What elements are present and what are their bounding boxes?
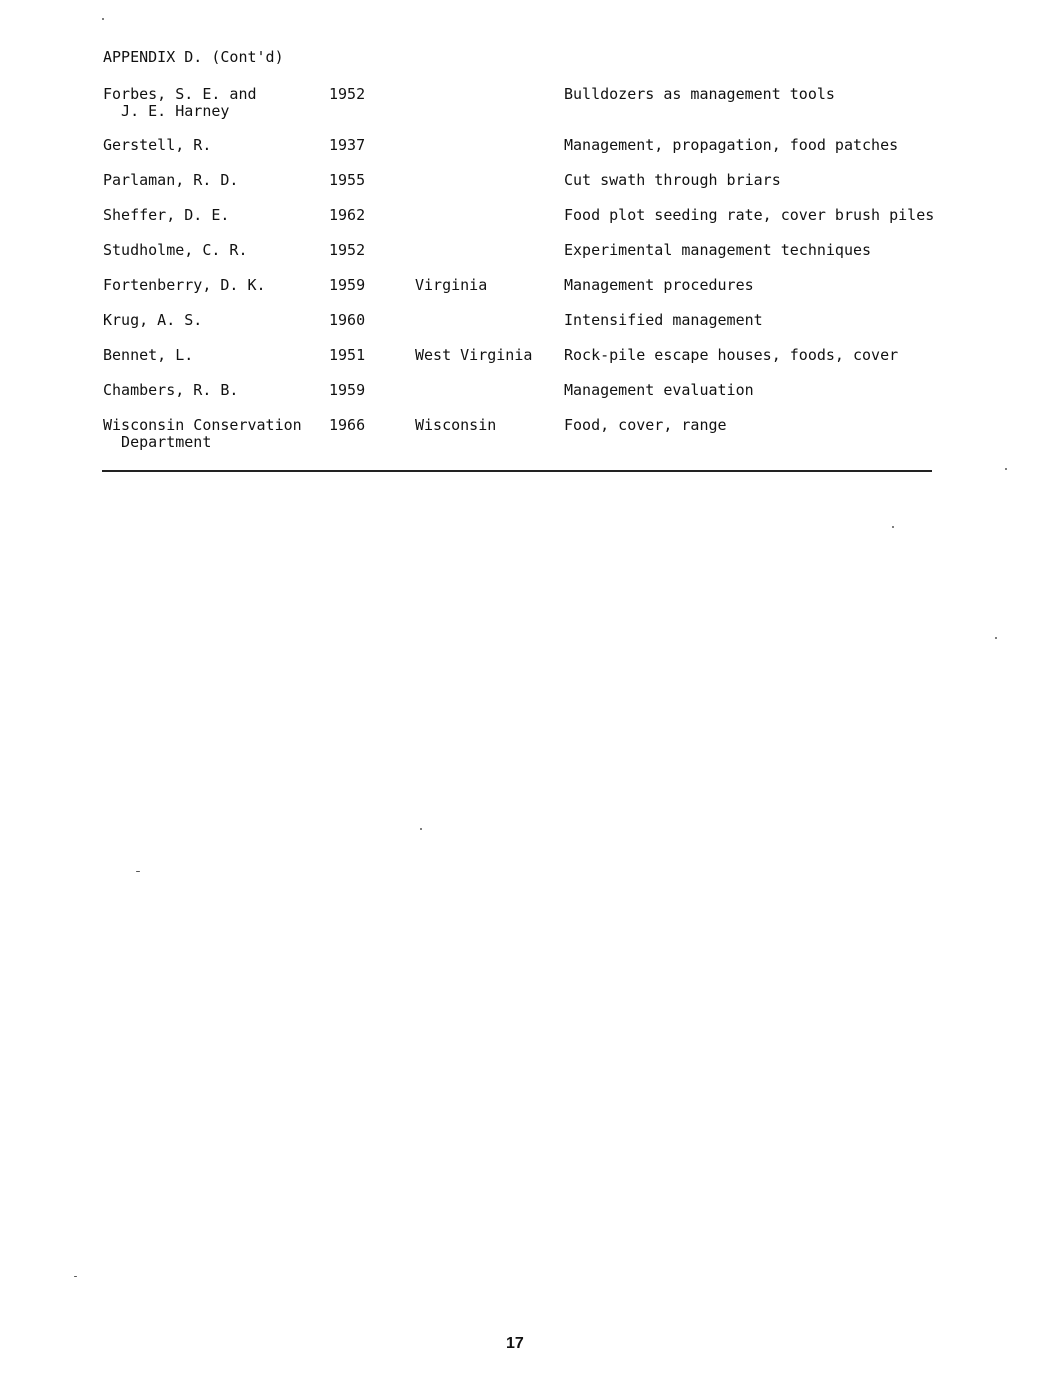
topic-cell: Management evaluation: [564, 381, 754, 399]
table-row: [103, 312, 933, 347]
topic-cell: Bulldozers as management tools: [564, 85, 835, 103]
author-cell: Gerstell, R.: [103, 136, 212, 154]
scan-speck: [892, 526, 894, 528]
page-number: 17: [506, 1335, 524, 1352]
author-cell: Studholme, C. R.: [103, 241, 248, 259]
year-cell: 1955: [329, 171, 366, 189]
topic-cell: Management, propagation, food patches: [564, 136, 899, 154]
topic-cell: Food plot seeding rate, cover brush piles: [564, 206, 935, 224]
scan-speck: [1005, 468, 1007, 470]
year-cell: 1960: [329, 311, 366, 329]
year-cell: 1959: [329, 276, 366, 294]
scan-speck: [420, 828, 422, 830]
table-row: [103, 137, 933, 172]
author-cell: Bennet, L.: [103, 346, 194, 364]
year-cell: 1952: [329, 241, 366, 259]
year-cell: 1951: [329, 346, 366, 364]
author-cell: Forbes, S. E. and J. E. Harney: [103, 85, 257, 120]
scan-speck: [995, 637, 997, 639]
table-row: [103, 382, 933, 417]
year-cell: 1952: [329, 85, 366, 103]
author-cell: Krug, A. S.: [103, 311, 203, 329]
year-cell: 1966: [329, 416, 366, 434]
scan-speck: [74, 1276, 77, 1277]
topic-cell: Experimental management techniques: [564, 241, 872, 259]
appendix-heading: APPENDIX D. (Cont'd): [103, 48, 284, 66]
year-cell: 1937: [329, 136, 366, 154]
table-row: [103, 86, 933, 137]
reference-table: [103, 86, 933, 457]
state-cell: West Virginia: [415, 346, 533, 364]
author-cell: Chambers, R. B.: [103, 381, 239, 399]
author-cell: Parlaman, R. D.: [103, 171, 239, 189]
scan-speck: [102, 18, 104, 20]
topic-cell: Cut swath through briars: [564, 171, 781, 189]
table-row: [103, 417, 933, 457]
topic-cell: Rock-pile escape houses, foods, cover: [564, 346, 899, 364]
scan-speck: [136, 871, 140, 872]
state-cell: Virginia: [415, 276, 488, 294]
topic-cell: Management procedures: [564, 276, 754, 294]
author-cell: Sheffer, D. E.: [103, 206, 230, 224]
table-bottom-rule: [102, 470, 932, 472]
table-row: [103, 242, 933, 277]
author-cell: Fortenberry, D. K.: [103, 276, 266, 294]
topic-cell: Food, cover, range: [564, 416, 727, 434]
year-cell: 1959: [329, 381, 366, 399]
table-row: [103, 207, 933, 242]
state-cell: Wisconsin: [415, 416, 497, 434]
author-cell: Wisconsin Conservation Department: [103, 416, 302, 451]
table-row: [103, 277, 933, 312]
table-row: [103, 347, 933, 382]
topic-cell: Intensified management: [564, 311, 763, 329]
year-cell: 1962: [329, 206, 366, 224]
table-row: [103, 172, 933, 207]
